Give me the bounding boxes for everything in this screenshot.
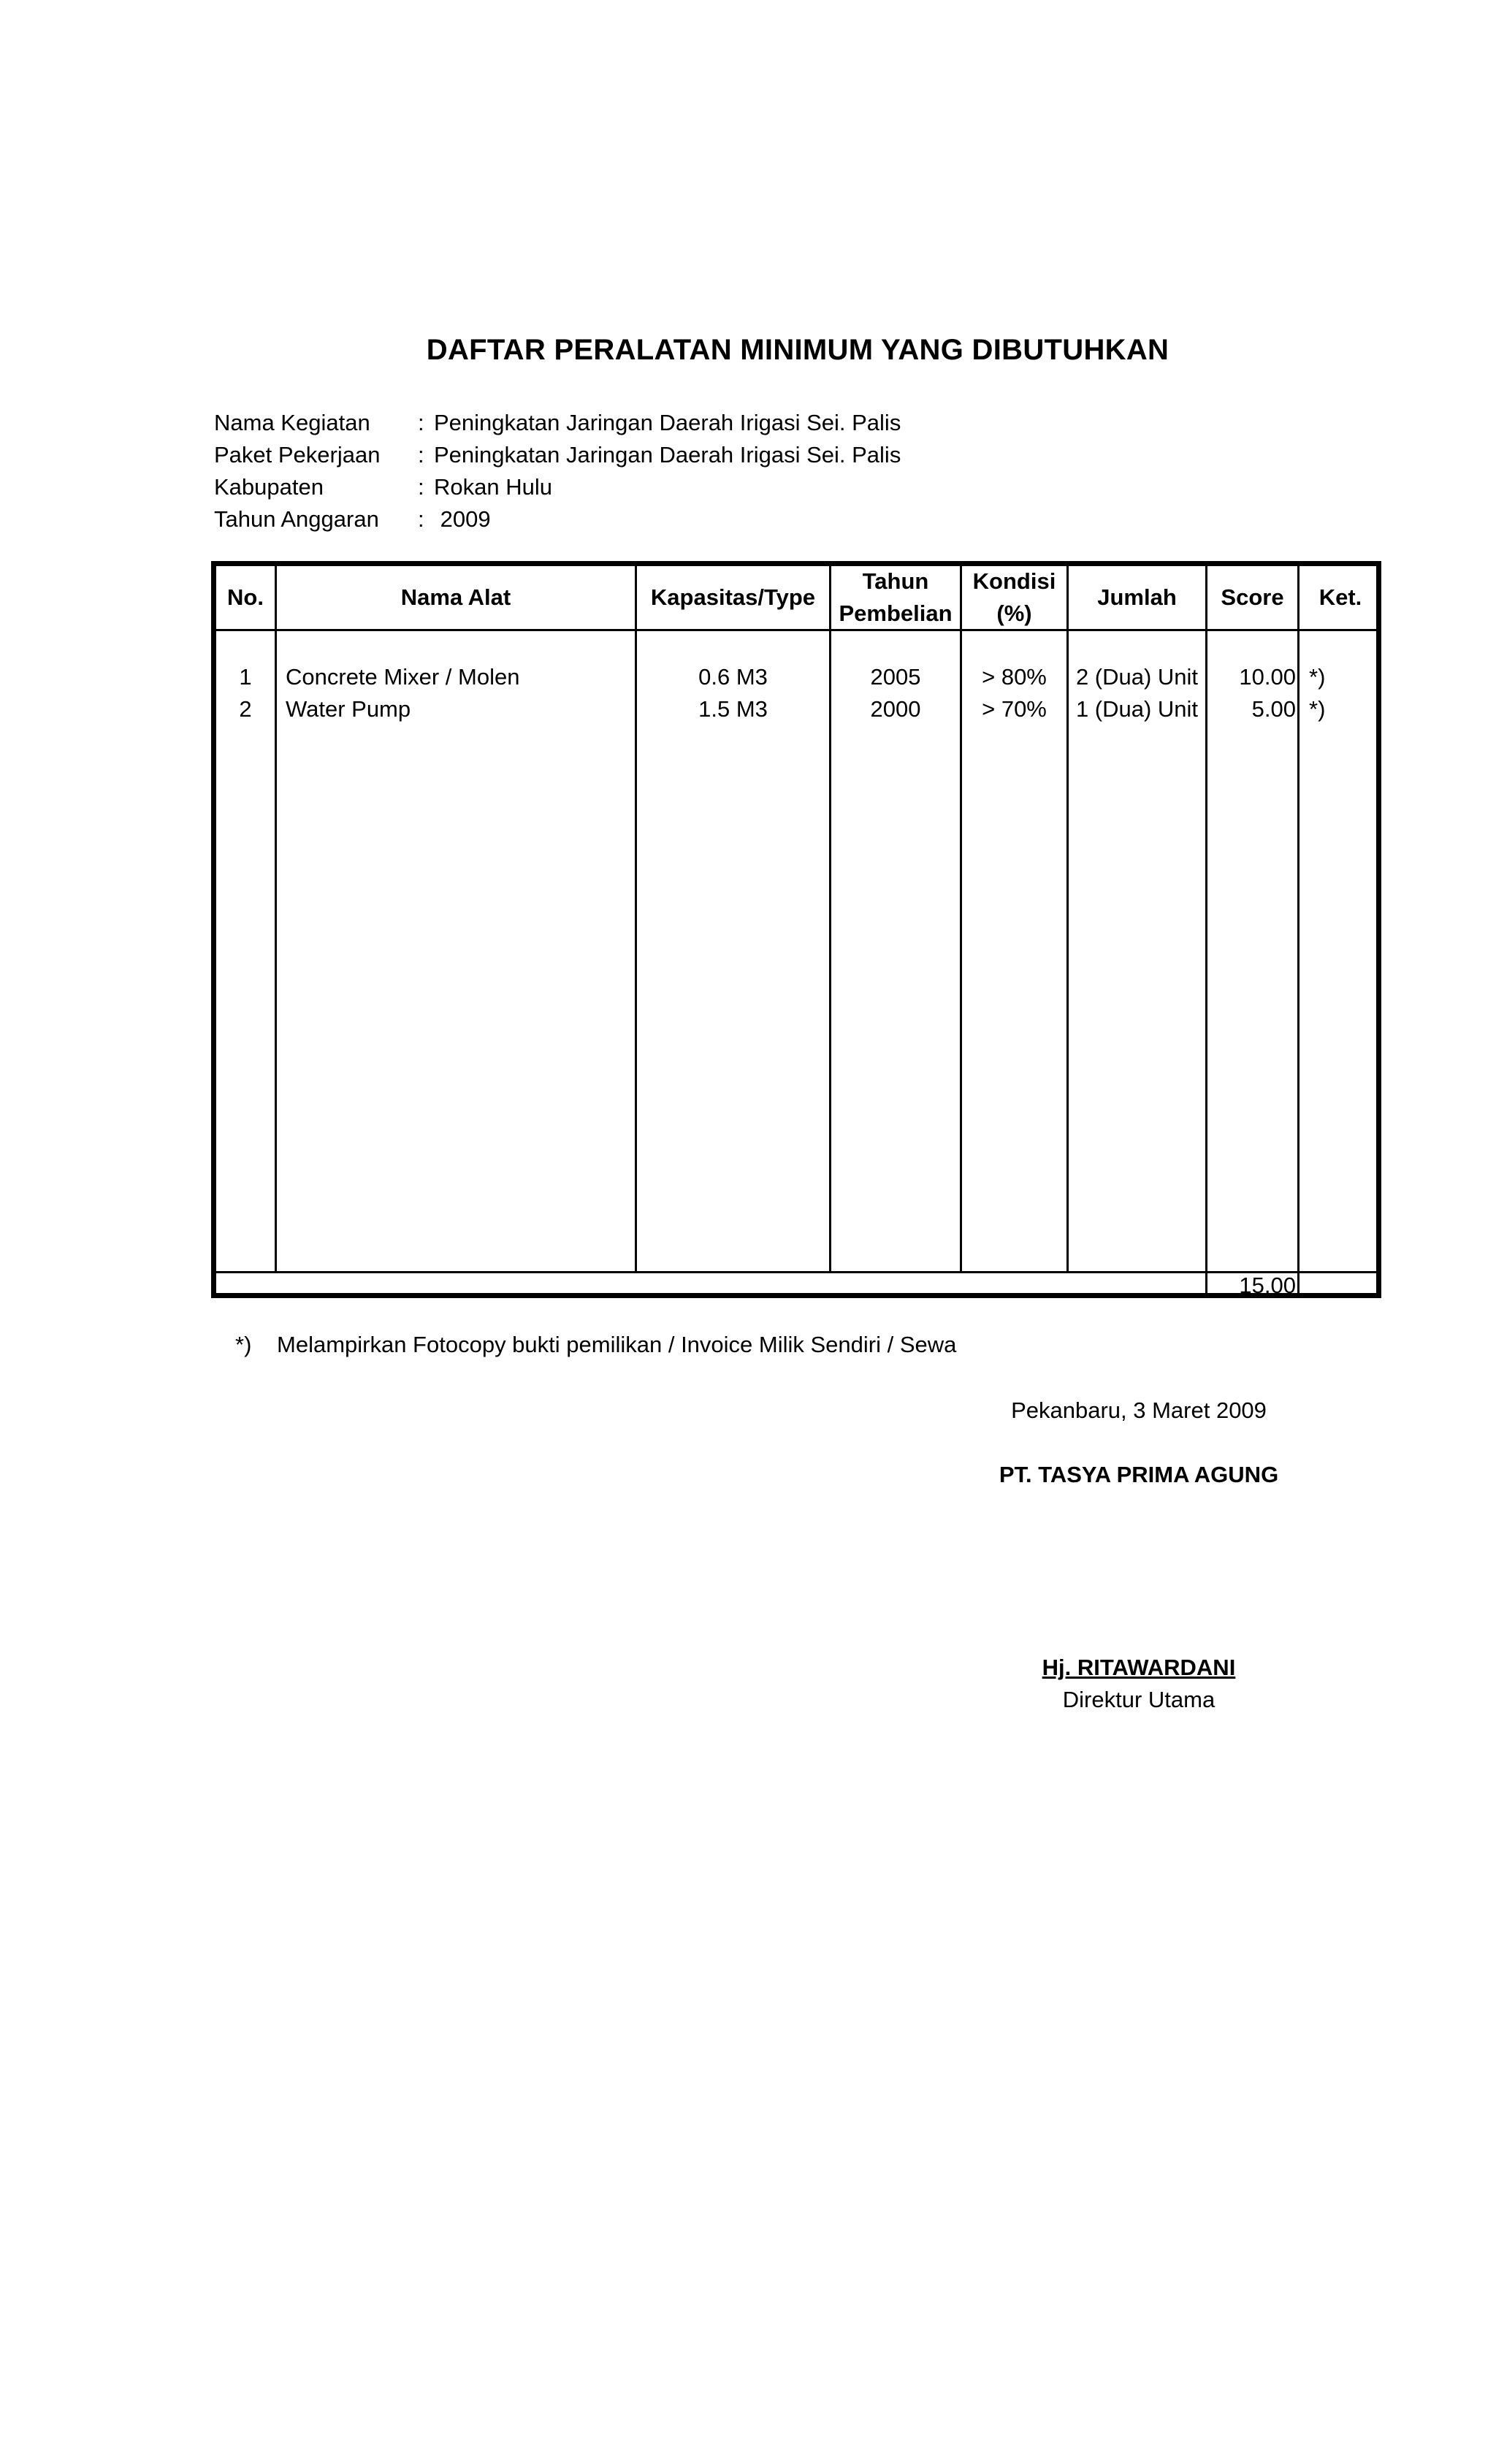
cell-tahun: 2000 — [870, 696, 921, 722]
info-value: Peningkatan Jaringan Daerah Irigasi Sei. Palis — [434, 410, 901, 435]
cell-jumlah: 1 (Dua) Unit — [1075, 696, 1199, 722]
total-divider — [216, 1271, 1376, 1273]
header-nama-alat: Nama Alat — [400, 584, 511, 610]
header-kondisi-line2: (%) — [996, 600, 1032, 626]
footnote-text: Melampirkan Fotocopy bukti pemilikan / Invoice Milik Sendiri / Sewa — [277, 1332, 957, 1357]
info-row-paket-pekerjaan — [214, 439, 901, 471]
header-score: Score — [1221, 584, 1284, 610]
info-value: Rokan Hulu — [434, 474, 552, 500]
signature-place-date: Pekanbaru, 3 Maret 2009 — [1011, 1397, 1267, 1423]
signature-company: PT. TASYA PRIMA AGUNG — [999, 1462, 1279, 1487]
equipment-table — [211, 561, 1381, 1298]
header-kapasitas: Kapasitas/Type — [650, 584, 816, 610]
cell-kondisi: > 70% — [982, 696, 1047, 722]
signature-position: Direktur Utama — [1062, 1687, 1216, 1712]
cell-kapasitas: 0.6 M3 — [698, 664, 768, 690]
project-info — [214, 407, 901, 535]
header-ket: Ket. — [1318, 584, 1362, 610]
info-row-kabupaten — [214, 471, 901, 503]
info-label: Kabupaten — [214, 474, 324, 500]
info-colon: : — [418, 506, 424, 532]
info-value: Peningkatan Jaringan Daerah Irigasi Sei. Palis — [434, 442, 901, 468]
cell-no: 1 — [239, 664, 252, 690]
info-label: Paket Pekerjaan — [214, 442, 381, 468]
info-row-tahun-anggaran — [214, 503, 901, 535]
cell-score: 5.00 — [1251, 696, 1296, 722]
info-label: Nama Kegiatan — [214, 410, 370, 435]
cell-ket: *) — [1309, 696, 1326, 722]
cell-tahun: 2005 — [870, 664, 921, 690]
cell-kapasitas: 1.5 M3 — [698, 696, 768, 722]
info-colon: : — [418, 442, 424, 468]
col-divider — [275, 566, 277, 1273]
info-value: 2009 — [434, 506, 491, 532]
cell-nama-alat: Water Pump — [286, 696, 411, 722]
header-jumlah: Jumlah — [1097, 584, 1177, 610]
cell-nama-alat: Concrete Mixer / Molen — [286, 664, 520, 690]
info-colon: : — [418, 410, 424, 435]
cell-ket: *) — [1309, 664, 1326, 690]
col-divider — [1297, 566, 1300, 1293]
info-label: Tahun Anggaran — [214, 506, 379, 532]
header-no: No. — [227, 584, 264, 610]
header-kondisi-line1: Kondisi — [972, 568, 1056, 594]
header-divider — [216, 629, 1376, 631]
header-tahun-line2: Pembelian — [839, 600, 953, 626]
document-title: DAFTAR PERALATAN MINIMUM YANG DIBUTUHKAN — [426, 334, 1169, 366]
footnote — [235, 1332, 956, 1358]
header-tahun-line1: Tahun — [862, 568, 929, 594]
signature-name: Hj. RITAWARDANI — [1042, 1655, 1236, 1680]
info-colon: : — [418, 474, 424, 500]
footnote-mark: *) — [235, 1332, 252, 1357]
cell-kondisi: > 80% — [982, 664, 1047, 690]
total-score: 15.00 — [1239, 1273, 1296, 1298]
cell-score: 10.00 — [1239, 664, 1296, 690]
info-row-nama-kegiatan — [214, 407, 901, 439]
cell-no: 2 — [239, 696, 252, 722]
cell-jumlah: 2 (Dua) Unit — [1075, 664, 1199, 690]
